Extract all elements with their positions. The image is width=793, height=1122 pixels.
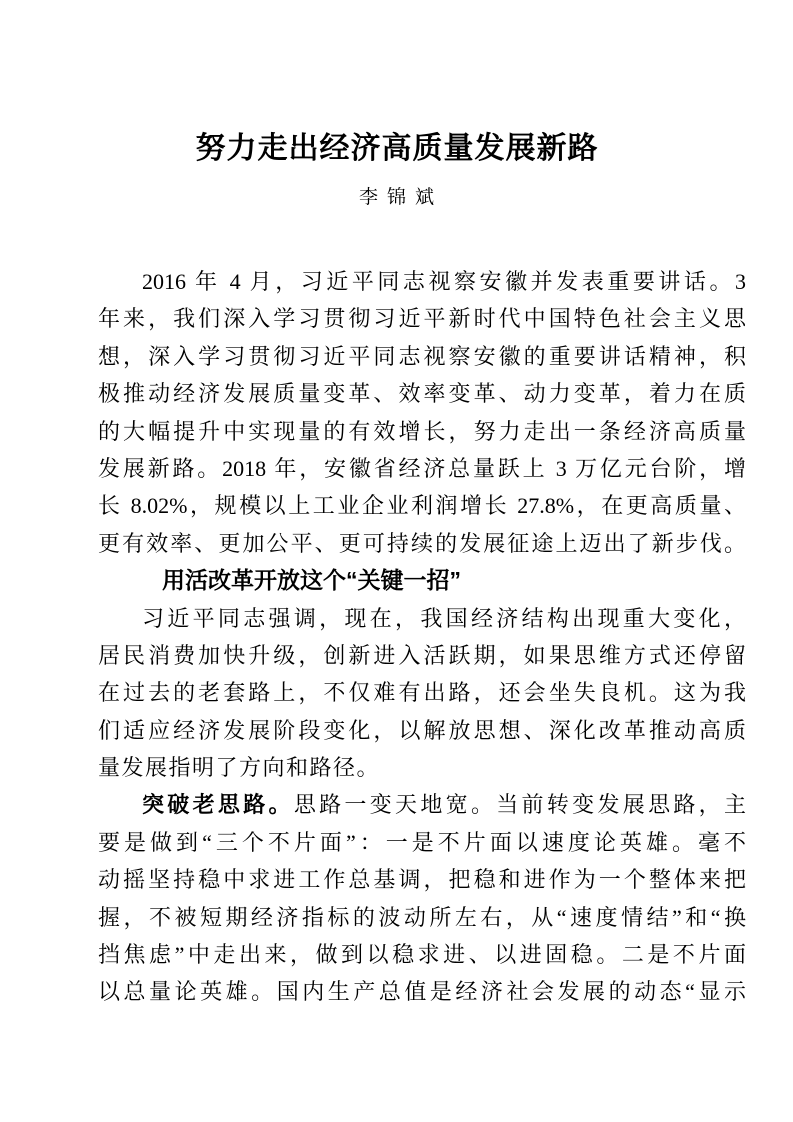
paragraph-line: 要是做到“三个不片面”：一是不片面以速度论英雄。毫不 <box>98 829 746 855</box>
paragraph-line: 在过去的老套路上，不仅难有出路，还会坐失良机。这为我 <box>98 680 746 706</box>
paragraph-1 <box>98 263 746 562</box>
paragraph-line: 更有效率、更加公平、更可持续的发展征途上迈出了新步伐。 <box>98 530 746 556</box>
paragraph-line: 发展新路。2018 年，安徽省经济总量跃上 3 万亿元台阶，增 <box>98 455 746 481</box>
paragraph-line: 长 8.02%，规模以上工业企业利润增长 27.8%，在更高质量、 <box>98 493 746 519</box>
paragraph-line: 年来，我们深入学习贯彻习近平新时代中国特色社会主义思 <box>98 306 746 332</box>
author-name: 李锦斌 <box>358 187 443 208</box>
paragraph-line: 握，不被短期经济指标的波动所左右，从“速度情结”和“换 <box>98 904 746 930</box>
paragraph-line: 习近平同志强调，现在，我国经济结构出现重大变化， <box>142 605 746 631</box>
paragraph-line: 动摇坚持稳中求进工作总基调，把稳和进作为一个整体来把 <box>98 867 746 893</box>
paragraph-line: 们适应经济发展阶段变化，以解放思想、深化改革推动高质 <box>98 717 746 743</box>
paragraph-line <box>98 786 746 823</box>
paragraph-line: 2016 年 4 月，习近平同志视察安徽并发表重要讲话。3 <box>142 269 746 294</box>
paragraph-line: 以总量论英雄。国内生产总值是经济社会发展的动态“显示 <box>98 979 746 1005</box>
paragraph-line: 量发展指明了方向和路径。 <box>98 755 381 781</box>
paragraph-line-rest: 思路一变天地宽。当前转变发展思路，主 <box>293 792 746 818</box>
paragraph-2 <box>98 600 746 787</box>
paragraph-3 <box>98 786 746 1010</box>
paragraph-line: 挡焦虑”中走出来，做到以稳求进、以进固稳。二是不片面 <box>98 942 746 968</box>
paragraph-lead-bold: 突破老思路。 <box>142 792 294 818</box>
paragraph-line: 居民消费加快升级，创新进入活跃期，如果思维方式还停留 <box>98 642 746 668</box>
paragraph-line: 的大幅提升中实现量的有效增长，努力走出一条经济高质量 <box>98 418 746 444</box>
paragraph-line: 想，深入学习贯彻习近平同志视察安徽的重要讲话精神，积 <box>98 343 746 369</box>
document-body <box>98 263 746 1011</box>
document-title: 努力走出经济高质量发展新路 <box>195 132 599 165</box>
paragraph-line: 极推动经济发展质量变革、效率变革、动力变革，着力在质 <box>98 381 746 407</box>
section-heading: 用活改革开放这个“关键一招” <box>162 567 461 594</box>
